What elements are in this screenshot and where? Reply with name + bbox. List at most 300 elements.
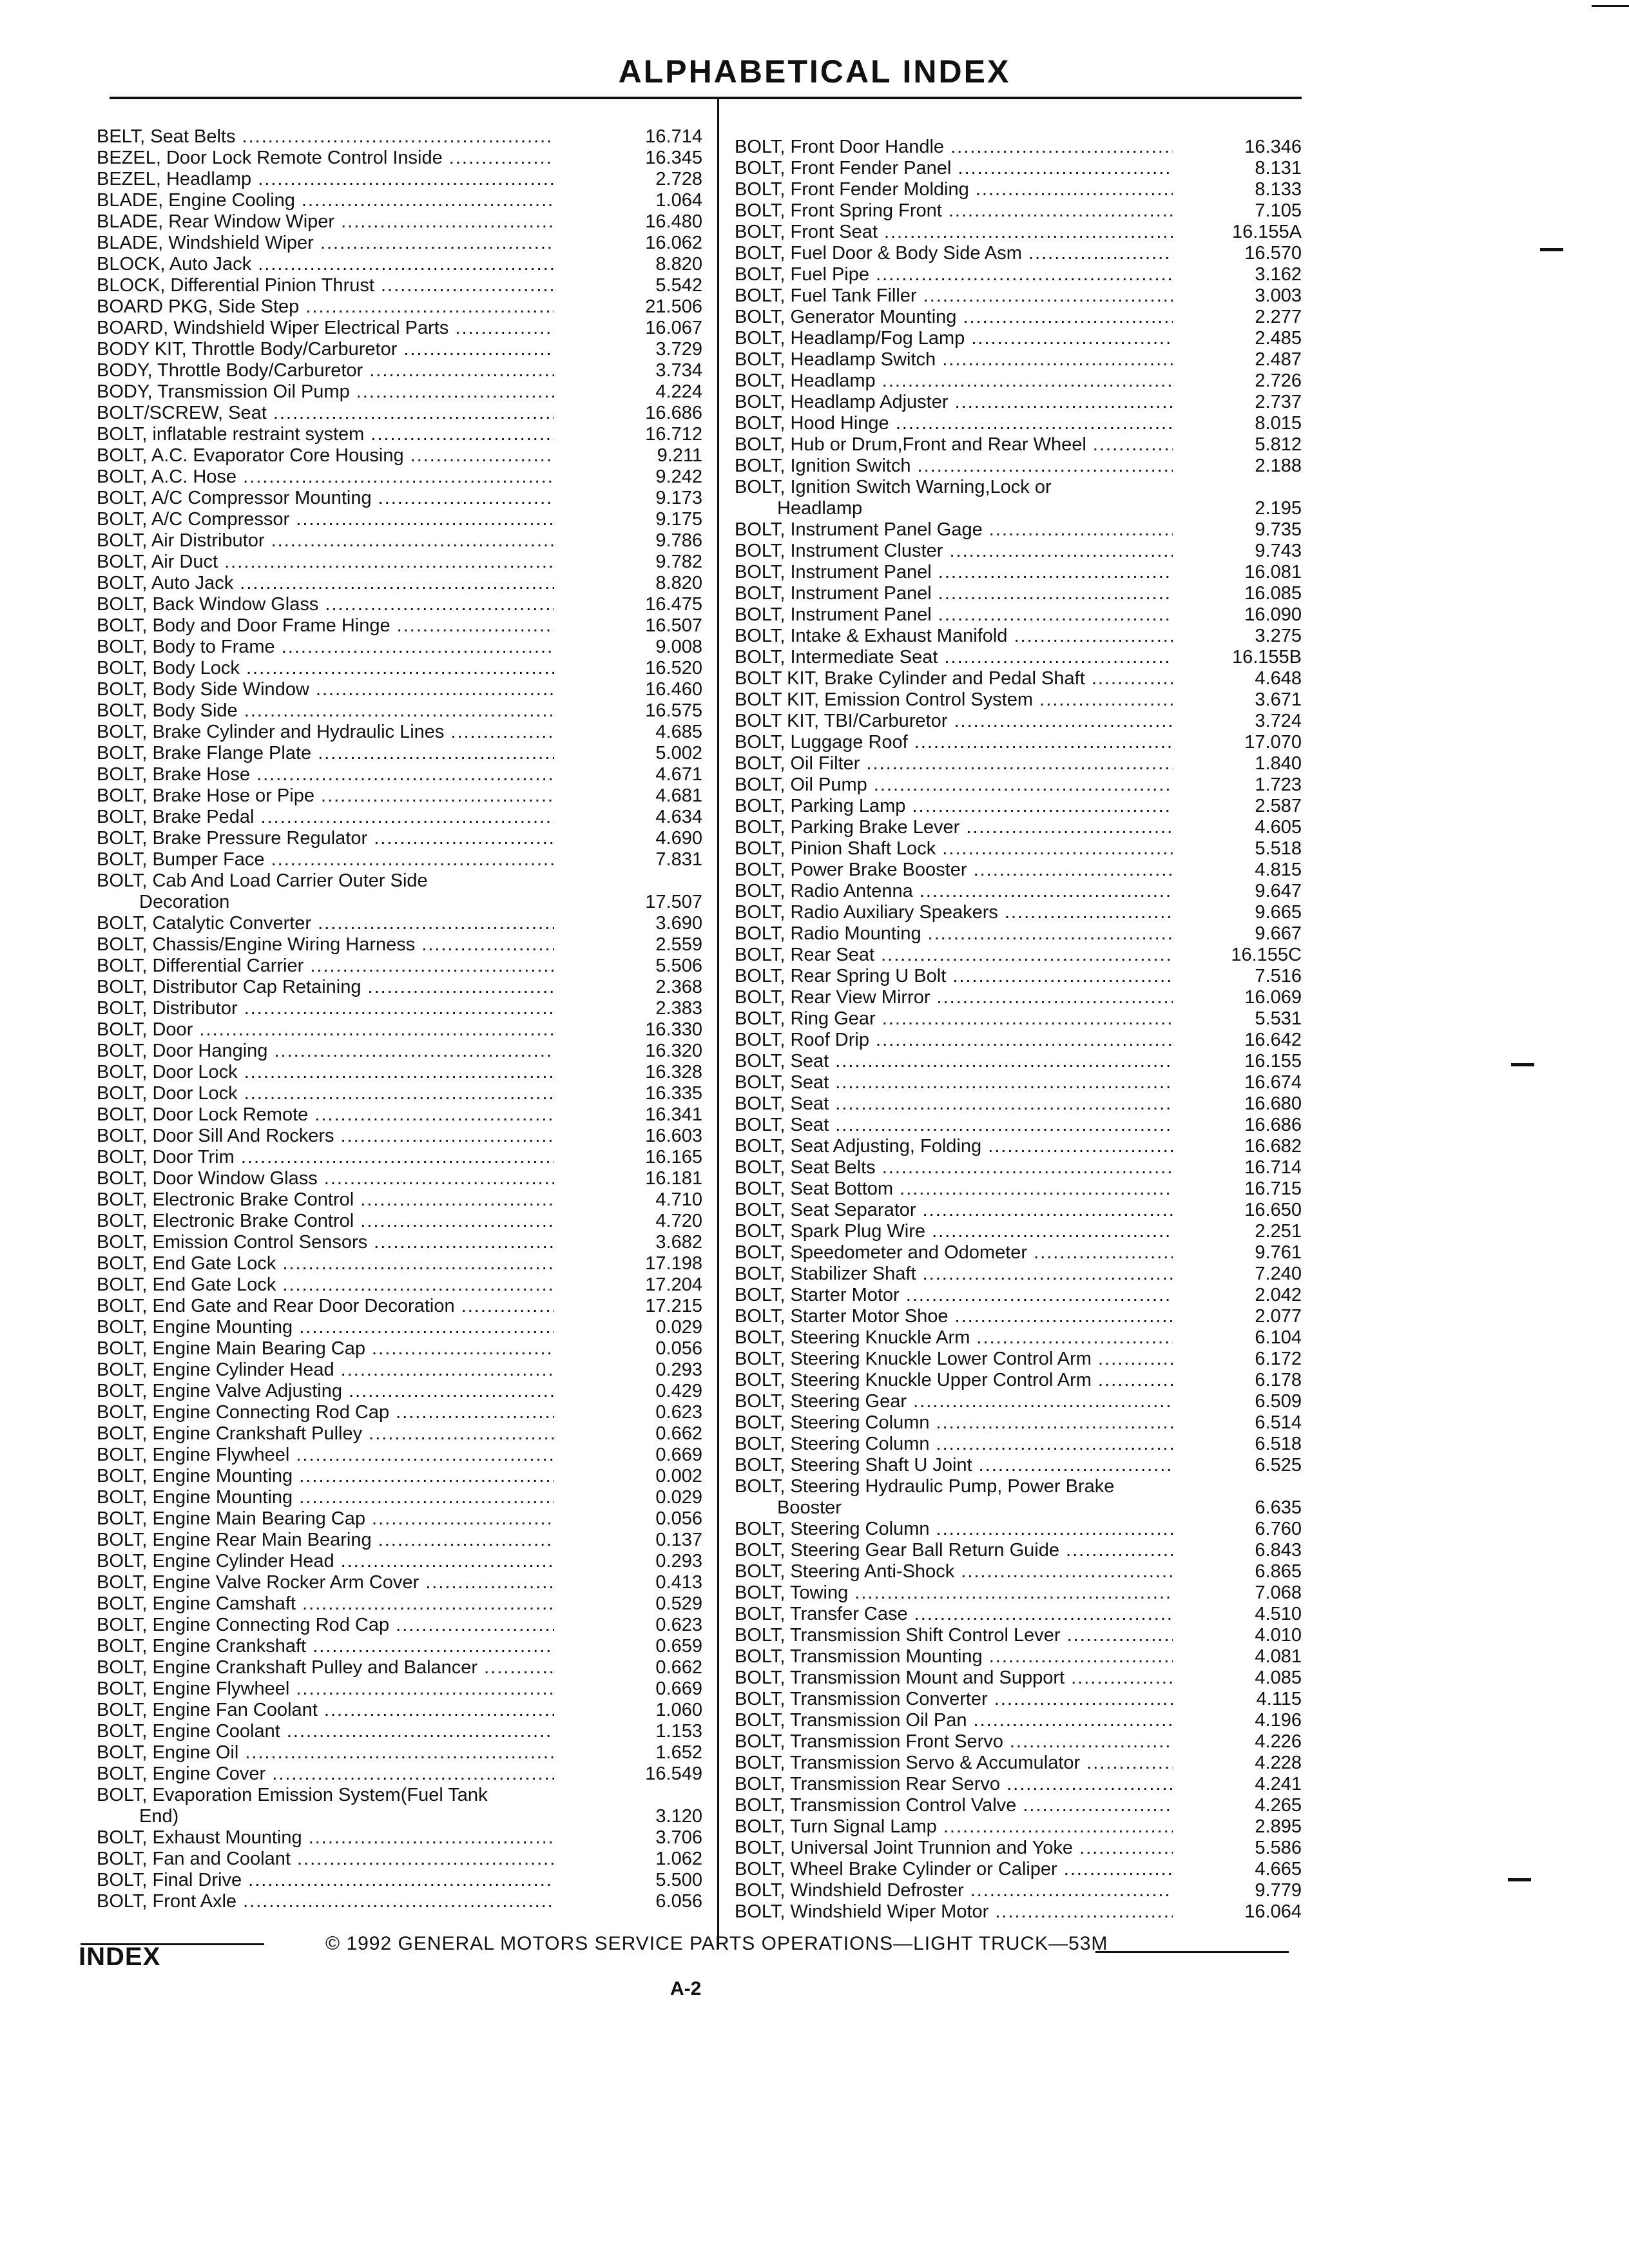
index-entry — [735, 1689, 1302, 1710]
entry-page-ref: 5.002 — [655, 743, 702, 764]
entry-label: BOLT, Front Fender Molding ..... — [735, 179, 1173, 200]
entry-label: BOLT, Luggage Roof ..... — [735, 732, 1173, 753]
entry-label: BOLT, Front Seat ..... — [735, 222, 1173, 243]
entry-label: BOLT, Headlamp ..... — [735, 370, 1173, 392]
entry-label: BOLT, Front Fender Panel ..... — [735, 158, 1173, 179]
index-entry — [735, 774, 1302, 796]
entry-label: BOLT, Seat Belts ..... — [735, 1157, 1173, 1178]
entry-page-ref: 0.662 — [655, 1423, 702, 1444]
index-entry — [735, 285, 1302, 307]
index-entry — [97, 849, 702, 870]
index-entry — [97, 1785, 702, 1806]
entry-label: BOLT, Brake Pressure Regulator ..... — [97, 828, 554, 849]
index-entry — [97, 1296, 702, 1317]
index-entry — [97, 934, 702, 956]
entry-page-ref: 6.178 — [1255, 1370, 1302, 1390]
entry-page-ref: 2.042 — [1255, 1285, 1302, 1305]
index-entry — [97, 169, 702, 190]
index-entry — [97, 126, 702, 148]
entry-page-ref: 4.671 — [655, 764, 702, 785]
index-entry — [97, 339, 702, 360]
index-entry — [735, 1816, 1302, 1838]
entry-label: BOLT, Headlamp/Fog Lamp ..... — [735, 328, 1173, 349]
entry-page-ref: 16.062 — [645, 233, 702, 253]
index-entry — [97, 233, 702, 254]
entry-page-ref: 2.195 — [1255, 498, 1302, 519]
index-entry — [97, 1445, 702, 1466]
index-entry — [97, 1466, 702, 1487]
entry-label: BOLT, Door Lock ..... — [97, 1083, 554, 1104]
entry-page-ref: 17.198 — [645, 1253, 702, 1274]
entry-page-ref: 16.067 — [645, 318, 702, 338]
index-entry — [735, 456, 1302, 477]
entry-page-ref: 16.335 — [645, 1083, 702, 1104]
index-entry — [97, 913, 702, 934]
index-entry — [97, 1211, 702, 1232]
entry-page-ref: 1.060 — [655, 1700, 702, 1720]
entry-label: BOLT, Instrument Panel ..... — [735, 583, 1173, 604]
index-entry — [97, 1423, 702, 1445]
index-entry — [735, 179, 1302, 200]
entry-label: BOLT, Towing ..... — [735, 1582, 1173, 1604]
entry-label: BOLT, Brake Hose or Pipe ..... — [97, 785, 554, 807]
entry-label: BOLT, Stabilizer Shaft ..... — [735, 1264, 1173, 1285]
entry-page-ref: 16.714 — [645, 126, 702, 147]
entry-label: BOLT, Engine Flywheel ..... — [97, 1445, 554, 1466]
entry-page-ref: 9.743 — [1255, 541, 1302, 561]
index-entry — [735, 1051, 1302, 1072]
entry-label: BOLT, Seat ..... — [735, 1051, 1173, 1072]
entry-page-ref: 1.062 — [655, 1849, 702, 1869]
entry-label: BOLT, Fuel Door & Body Side Asm ..... — [735, 243, 1173, 264]
entry-page-ref: 16.714 — [1244, 1157, 1302, 1178]
entry-page-ref: 2.487 — [1255, 349, 1302, 370]
index-entry — [97, 296, 702, 318]
entry-label: BOLT, Rear View Mirror ..... — [735, 987, 1173, 1008]
entry-page-ref: 16.642 — [1244, 1030, 1302, 1050]
entry-label: BLOCK, Differential Pinion Thrust ..... — [97, 275, 554, 296]
entry-page-ref: 16.712 — [645, 424, 702, 445]
entry-label: BOLT, Instrument Panel ..... — [735, 562, 1173, 583]
entry-label: BOLT, Door ..... — [97, 1019, 554, 1041]
entry-label: BOLT, Engine Flywheel ..... — [97, 1678, 554, 1700]
entry-label: BOLT, Windshield Defroster ..... — [735, 1880, 1173, 1901]
index-entry — [735, 1901, 1302, 1923]
entry-label: BOLT, Transmission Servo & Accumulator ..... — [735, 1753, 1173, 1774]
entry-page-ref: 3.729 — [655, 339, 702, 360]
index-entry — [97, 828, 702, 849]
entry-label: BOLT, Door Window Glass ..... — [97, 1168, 554, 1189]
entry-page-ref: 4.690 — [655, 828, 702, 849]
index-entry — [735, 881, 1302, 902]
entry-label: BOLT, Engine Connecting Rod Cap ..... — [97, 1402, 554, 1423]
index-column-right — [735, 137, 1302, 1923]
index-entry — [735, 626, 1302, 647]
index-entry — [735, 1859, 1302, 1880]
index-entry — [97, 658, 702, 679]
entry-page-ref: 16.155C — [1231, 945, 1302, 965]
entry-page-ref: 9.173 — [655, 488, 702, 508]
entry-label: BOLT, Brake Flange Plate ..... — [97, 743, 554, 764]
entry-label: BODY KIT, Throttle Body/Carburetor ..... — [97, 339, 554, 360]
entry-page-ref: 9.665 — [1255, 902, 1302, 923]
entry-page-ref: 4.681 — [655, 785, 702, 806]
entry-label: BOLT, Instrument Panel Gage ..... — [735, 519, 1173, 541]
index-entry — [97, 892, 702, 913]
index-entry — [735, 711, 1302, 732]
index-entry — [97, 1487, 702, 1508]
entry-page-ref: 16.549 — [645, 1763, 702, 1784]
entry-page-ref: 16.069 — [1244, 987, 1302, 1008]
entry-label: BOLT, Instrument Cluster ..... — [735, 541, 1173, 562]
entry-label: BOLT, Rear Spring U Bolt ..... — [735, 966, 1173, 987]
entry-page-ref: 16.341 — [645, 1104, 702, 1125]
index-entry — [735, 689, 1302, 711]
entry-page-ref: 16.081 — [1244, 562, 1302, 582]
entry-page-ref: 2.383 — [655, 998, 702, 1019]
index-entry — [97, 1147, 702, 1168]
entry-page-ref: 4.241 — [1255, 1774, 1302, 1794]
entry-page-ref: 16.715 — [1244, 1178, 1302, 1199]
entry-page-ref: 3.682 — [655, 1232, 702, 1253]
entry-page-ref: 16.155A — [1231, 222, 1302, 242]
entry-page-ref: 4.720 — [655, 1211, 702, 1231]
entry-label: BOLT, Chassis/Engine Wiring Harness ..... — [97, 934, 554, 956]
index-entry — [97, 1891, 702, 1912]
entry-page-ref: 9.761 — [1255, 1242, 1302, 1263]
entry-label: BOLT, Engine Valve Adjusting ..... — [97, 1381, 554, 1402]
entry-page-ref: 2.251 — [1255, 1221, 1302, 1242]
index-entry — [735, 1221, 1302, 1242]
entry-page-ref: 17.507 — [645, 892, 702, 912]
entry-label: BOLT, Door Hanging ..... — [97, 1041, 554, 1062]
entry-page-ref: 16.346 — [1244, 137, 1302, 157]
index-entry — [97, 1615, 702, 1636]
index-entry — [735, 838, 1302, 860]
entry-page-ref: 6.518 — [1255, 1434, 1302, 1454]
index-entry — [735, 1455, 1302, 1476]
index-entry — [97, 466, 702, 488]
entry-label: BOLT, Transmission Front Servo ..... — [735, 1731, 1173, 1753]
index-entry — [735, 328, 1302, 349]
entry-label: BOLT, A/C Compressor ..... — [97, 509, 554, 530]
index-entry — [97, 1508, 702, 1530]
entry-label: BEZEL, Headlamp ..... — [97, 169, 554, 190]
entry-page-ref: 9.667 — [1255, 923, 1302, 944]
index-entry — [97, 1742, 702, 1763]
entry-page-ref: 16.330 — [645, 1019, 702, 1040]
index-entry — [97, 700, 702, 722]
index-entry — [735, 1115, 1302, 1136]
entry-label: BOLT, Oil Filter ..... — [735, 753, 1173, 774]
index-entry — [735, 137, 1302, 158]
index-column-left — [97, 126, 702, 1912]
entry-page-ref: 16.570 — [1244, 243, 1302, 264]
entry-label: BOLT, Front Spring Front ..... — [735, 200, 1173, 222]
entry-label: BOLT KIT, TBI/Carburetor ..... — [735, 711, 1173, 732]
entry-page-ref: 5.506 — [655, 956, 702, 976]
index-entry — [97, 594, 702, 615]
column-divider — [717, 97, 719, 1949]
entry-label: BOARD PKG, Side Step ..... — [97, 296, 554, 318]
entry-label: BOLT, Seat Adjusting, Folding ..... — [735, 1136, 1173, 1157]
page-number: A-2 — [670, 1978, 702, 1999]
entry-page-ref: 4.010 — [1255, 1625, 1302, 1646]
entry-page-ref: 0.669 — [655, 1445, 702, 1465]
entry-label: BOLT, Engine Valve Rocker Arm Cover ..... — [97, 1572, 554, 1593]
entry-page-ref: 3.003 — [1255, 285, 1302, 306]
index-entry — [735, 583, 1302, 604]
entry-page-ref: 5.542 — [655, 275, 702, 296]
entry-page-ref: 17.070 — [1244, 732, 1302, 753]
entry-label: BOLT, Ring Gear ..... — [735, 1008, 1173, 1030]
entry-page-ref: 0.056 — [655, 1338, 702, 1359]
index-entry — [735, 1412, 1302, 1434]
index-entry — [97, 1572, 702, 1593]
index-entry — [735, 1604, 1302, 1625]
entry-page-ref: 4.634 — [655, 807, 702, 827]
index-entry — [97, 1338, 702, 1360]
entry-page-ref: 9.786 — [655, 530, 702, 551]
entry-label: BOLT, Electronic Brake Control ..... — [97, 1189, 554, 1211]
entry-page-ref: 6.514 — [1255, 1412, 1302, 1433]
entry-page-ref: 9.008 — [655, 637, 702, 657]
entry-label: BOLT, Body Side Window ..... — [97, 679, 554, 700]
entry-label: BEZEL, Door Lock Remote Control Inside ..... — [97, 148, 554, 169]
entry-label: BOLT, Steering Gear ..... — [735, 1391, 1173, 1412]
entry-label: BOLT, Transmission Converter ..... — [735, 1689, 1173, 1710]
entry-label: BOLT, Front Axle ..... — [97, 1891, 554, 1912]
entry-page-ref: 4.224 — [655, 381, 702, 402]
entry-label: BOLT, Steering Hydraulic Pump, Power Brake — [735, 1476, 1115, 1497]
index-entry — [97, 190, 702, 211]
entry-page-ref: 16.575 — [645, 700, 702, 721]
entry-page-ref: 1.652 — [655, 1742, 702, 1763]
entry-page-ref: 2.559 — [655, 934, 702, 955]
index-entry — [735, 1880, 1302, 1901]
entry-page-ref: 7.068 — [1255, 1582, 1302, 1603]
entry-label: BOLT, Steering Column ..... — [735, 1519, 1173, 1540]
entry-page-ref: 4.605 — [1255, 817, 1302, 838]
entry-page-ref: 2.277 — [1255, 307, 1302, 327]
index-entry — [97, 318, 702, 339]
entry-page-ref: 3.120 — [655, 1806, 702, 1827]
entry-label: BLOCK, Auto Jack ..... — [97, 254, 554, 275]
entry-label: BOLT, Transmission Control Valve ..... — [735, 1795, 1173, 1816]
entry-page-ref: 8.131 — [1255, 158, 1302, 178]
entry-label: BOLT, Roof Drip ..... — [735, 1030, 1173, 1051]
index-entry — [97, 637, 702, 658]
entry-label: BOLT, Windshield Wiper Motor ..... — [735, 1901, 1173, 1923]
entry-label: BELT, Seat Belts ..... — [97, 126, 554, 148]
entry-label: BOLT, Engine Main Bearing Cap ..... — [97, 1508, 554, 1530]
entry-page-ref: 0.029 — [655, 1487, 702, 1508]
entry-label: BOLT, Fuel Tank Filler ..... — [735, 285, 1173, 307]
index-entry — [97, 1636, 702, 1657]
entry-page-ref: 16.155B — [1231, 647, 1302, 668]
entry-page-ref: 3.162 — [1255, 264, 1302, 285]
entry-page-ref: 4.648 — [1255, 668, 1302, 689]
entry-page-ref: 17.204 — [645, 1274, 702, 1295]
entry-page-ref: 2.368 — [655, 977, 702, 997]
entry-label: BOLT, Bumper Face ..... — [97, 849, 554, 870]
entry-page-ref: 7.240 — [1255, 1264, 1302, 1284]
entry-label: BOLT, Intake & Exhaust Manifold ..... — [735, 626, 1173, 647]
index-entry — [97, 1551, 702, 1572]
index-entry — [97, 1530, 702, 1551]
entry-page-ref: 17.215 — [645, 1296, 702, 1316]
index-entry — [735, 370, 1302, 392]
index-entry — [735, 1264, 1302, 1285]
index-entry — [97, 552, 702, 573]
entry-page-ref: 16.320 — [645, 1041, 702, 1061]
index-entry — [735, 413, 1302, 434]
index-entry — [735, 1093, 1302, 1115]
entry-label: BOLT, Seat Bottom ..... — [735, 1178, 1173, 1200]
entry-page-ref: 0.623 — [655, 1615, 702, 1635]
entry-page-ref: 7.516 — [1255, 966, 1302, 986]
index-entry — [97, 530, 702, 552]
index-entry — [735, 1753, 1302, 1774]
entry-label: BOLT, Spark Plug Wire ..... — [735, 1221, 1173, 1242]
entry-label: BOLT, Back Window Glass ..... — [97, 594, 554, 615]
index-entry — [97, 1360, 702, 1381]
entry-label: BOLT, Engine Mounting ..... — [97, 1487, 554, 1508]
entry-label: BOLT, Final Drive ..... — [97, 1870, 554, 1891]
index-entry — [735, 1434, 1302, 1455]
entry-label: BOLT, Engine Fan Coolant ..... — [97, 1700, 554, 1721]
entry-label: BOARD, Windshield Wiper Electrical Parts ..... — [97, 318, 554, 339]
entry-label: Booster — [777, 1497, 842, 1518]
index-entry — [97, 998, 702, 1019]
entry-page-ref: 7.105 — [1255, 200, 1302, 221]
entry-label: BOLT, Exhaust Mounting ..... — [97, 1827, 554, 1849]
index-entry — [735, 498, 1302, 519]
entry-page-ref: 3.734 — [655, 360, 702, 381]
index-entry — [735, 1200, 1302, 1221]
entry-page-ref: 8.133 — [1255, 179, 1302, 200]
entry-label: BOLT, Engine Mounting ..... — [97, 1317, 554, 1338]
entry-page-ref: 0.659 — [655, 1636, 702, 1657]
margin-mark — [1511, 1063, 1534, 1066]
entry-page-ref: 9.735 — [1255, 519, 1302, 540]
entry-page-ref: 1.840 — [1255, 753, 1302, 774]
entry-label: BOLT, Body to Frame ..... — [97, 637, 554, 658]
index-entry — [97, 509, 702, 530]
index-entry — [97, 1062, 702, 1083]
entry-label: BOLT, Engine Oil ..... — [97, 1742, 554, 1763]
index-entry — [97, 1849, 702, 1870]
entry-page-ref: 3.706 — [655, 1827, 702, 1848]
entry-page-ref: 0.293 — [655, 1551, 702, 1571]
entry-label: BOLT, Door Lock ..... — [97, 1062, 554, 1083]
index-entry — [735, 1242, 1302, 1264]
entry-page-ref: 1.723 — [1255, 774, 1302, 795]
index-entry — [735, 668, 1302, 689]
index-entry — [735, 477, 1302, 498]
index-entry — [735, 1710, 1302, 1731]
entry-page-ref: 0.056 — [655, 1508, 702, 1529]
entry-label: BOLT, End Gate Lock ..... — [97, 1253, 554, 1274]
index-entry — [735, 1030, 1302, 1051]
entry-page-ref: 5.500 — [655, 1870, 702, 1890]
index-entry — [735, 1136, 1302, 1157]
entry-page-ref: 2.737 — [1255, 392, 1302, 412]
margin-mark — [1508, 1878, 1531, 1881]
entry-page-ref: 16.680 — [1244, 1093, 1302, 1114]
index-entry — [735, 434, 1302, 456]
index-entry — [97, 1041, 702, 1062]
entry-page-ref: 6.509 — [1255, 1391, 1302, 1412]
index-entry — [97, 764, 702, 785]
entry-label: BOLT, Starter Motor Shoe ..... — [735, 1306, 1173, 1327]
index-entry — [97, 1657, 702, 1678]
entry-label: BOLT, Hood Hinge ..... — [735, 413, 1173, 434]
entry-label: BOLT, Engine Cover ..... — [97, 1763, 554, 1785]
entry-page-ref: 4.085 — [1255, 1667, 1302, 1688]
entry-label: BOLT, Headlamp Adjuster ..... — [735, 392, 1173, 413]
entry-page-ref: 16.345 — [645, 148, 702, 168]
entry-page-ref: 6.843 — [1255, 1540, 1302, 1561]
entry-page-ref: 9.647 — [1255, 881, 1302, 901]
entry-label: BLADE, Rear Window Wiper ..... — [97, 211, 554, 233]
header-rule — [110, 97, 1302, 99]
index-entry — [97, 1402, 702, 1423]
margin-mark — [1592, 5, 1629, 7]
entry-label: BOLT, Radio Auxiliary Speakers ..... — [735, 902, 1173, 923]
entry-label: BOLT/SCREW, Seat ..... — [97, 403, 554, 424]
entry-label: BOLT, Steering Anti-Shock ..... — [735, 1561, 1173, 1582]
entry-label: BOLT KIT, Emission Control System ..... — [735, 689, 1173, 711]
entry-label: BOLT, Seat ..... — [735, 1093, 1173, 1115]
index-entry — [97, 1721, 702, 1742]
index-entry — [97, 211, 702, 233]
entry-page-ref: 2.895 — [1255, 1816, 1302, 1837]
entry-page-ref: 4.228 — [1255, 1753, 1302, 1773]
entry-page-ref: 5.531 — [1255, 1008, 1302, 1029]
entry-label: BOLT, Radio Antenna ..... — [735, 881, 1173, 902]
entry-label: BOLT, End Gate and Rear Door Decoration ..... — [97, 1296, 554, 1317]
entry-page-ref: 0.413 — [655, 1572, 702, 1593]
entry-label: BOLT, Ignition Switch Warning,Lock or — [735, 477, 1052, 497]
entry-page-ref: 16.682 — [1244, 1136, 1302, 1157]
entry-page-ref: 6.525 — [1255, 1455, 1302, 1475]
entry-page-ref: 9.782 — [655, 552, 702, 572]
entry-page-ref: 3.275 — [1255, 626, 1302, 646]
index-entry — [735, 1072, 1302, 1093]
entry-label: BOLT, Door Sill And Rockers ..... — [97, 1126, 554, 1147]
index-entry — [735, 519, 1302, 541]
entry-label: BOLT, Engine Crankshaft ..... — [97, 1636, 554, 1657]
index-entry — [97, 445, 702, 466]
entry-label: BOLT, Front Door Handle ..... — [735, 137, 1173, 158]
entry-page-ref: 9.211 — [657, 445, 702, 466]
index-entry — [735, 1582, 1302, 1604]
index-entry — [97, 956, 702, 977]
entry-page-ref: 4.710 — [655, 1189, 702, 1210]
index-entry — [97, 1381, 702, 1402]
index-entry — [735, 1838, 1302, 1859]
entry-label: BOLT, Transfer Case ..... — [735, 1604, 1173, 1625]
index-entry — [735, 264, 1302, 285]
entry-page-ref: 8.820 — [655, 254, 702, 274]
index-entry — [735, 1306, 1302, 1327]
index-entry — [735, 732, 1302, 753]
index-entry — [97, 807, 702, 828]
entry-label: BOLT, Pinion Shaft Lock ..... — [735, 838, 1173, 860]
index-entry — [97, 1827, 702, 1849]
index-entry — [97, 1274, 702, 1296]
